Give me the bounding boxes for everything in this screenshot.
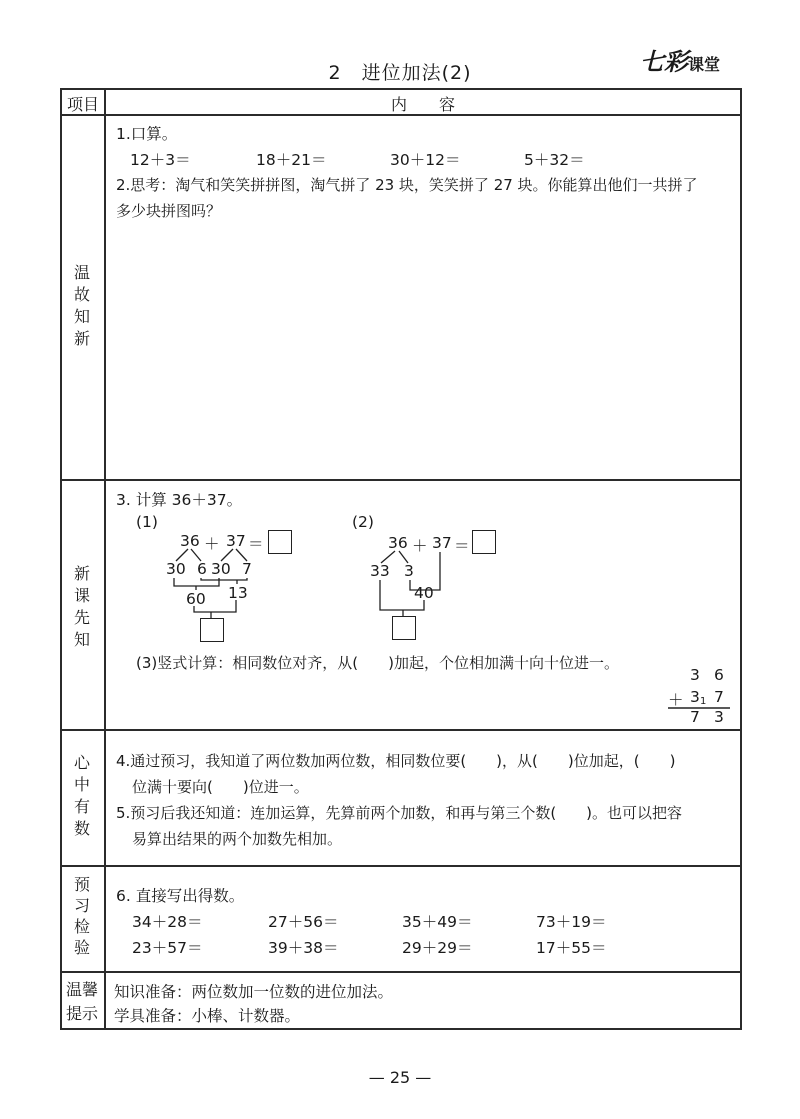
method-2-label: (2) — [352, 513, 374, 531]
section-label-new: 新课先知 — [73, 564, 90, 649]
vertical-result-tens: 7 — [690, 708, 700, 726]
brand-logo-small: 课堂 — [688, 55, 721, 74]
section-label-check: 预习检验 — [73, 875, 90, 957]
vertical-plus: ＋ — [668, 691, 684, 709]
question-6: 6. 直接写出得数。 — [116, 887, 245, 905]
check-r2-c4: 17＋55＝ — [536, 939, 607, 957]
m1-split-6: 6 — [197, 560, 207, 578]
check-r2-c1: 23＋57＝ — [132, 939, 203, 957]
m1-split-30b: 30 — [211, 560, 231, 578]
page-title: 2 进位加法(2) — [328, 62, 472, 84]
question-3-part-3: (3)竖式计算：相同数位对齐，从( )加起，个位相加满十向十位进一。 — [136, 654, 619, 672]
m1-num-a: 36 — [180, 532, 200, 550]
m1-split-7: 7 — [242, 560, 252, 578]
method-1-label: (1) — [136, 513, 158, 531]
section-label-mind: 心中有数 — [73, 753, 90, 838]
m2-num-b: 37 — [432, 534, 452, 552]
m2-num-a: 36 — [388, 534, 408, 552]
brand-logo-big: 七彩 — [640, 47, 688, 76]
m1-op-plus: ＋ — [204, 535, 220, 553]
m2-op-plus: ＋ — [412, 537, 428, 555]
m1-equals: ＝ — [248, 535, 264, 553]
check-r1-c4: 73＋19＝ — [536, 913, 607, 931]
vertical-row1-ones: 6 — [714, 666, 724, 684]
column-header-item: 项目 — [66, 95, 99, 114]
oral-calc-4: 5＋32＝ — [524, 151, 585, 169]
section-label-review: 温故知新 — [73, 263, 90, 348]
vertical-result-ones: 3 — [714, 708, 724, 726]
m1-partial-60: 60 — [186, 590, 206, 608]
question-1: 1.口算。 — [116, 125, 178, 143]
vertical-row2-ones: 7 — [714, 688, 724, 706]
oral-calc-2: 18＋21＝ — [256, 151, 327, 169]
m2-split-3: 3 — [404, 562, 414, 580]
check-r1-c1: 34＋28＝ — [132, 913, 203, 931]
question-5-line-2: 易算出结果的两个加数先相加。 — [132, 830, 343, 848]
tips-line-1: 知识准备：两位数加一位数的进位加法。 — [114, 983, 394, 1001]
m2-partial-40: 40 — [414, 584, 434, 602]
check-r1-c2: 27＋56＝ — [268, 913, 339, 931]
vertical-row1-tens: 3 — [690, 666, 700, 684]
question-2-line-1: 2.思考：淘气和笑笑拼拼图，淘气拼了 23 块，笑笑拼了 27 块。你能算出他们一共拼了 — [116, 176, 698, 194]
column-header-content: 内 容 — [390, 95, 455, 114]
m1-partial-13: 13 — [228, 584, 248, 602]
m2-split-33: 33 — [370, 562, 390, 580]
question-4-line-2: 位满十要向( )位进一。 — [132, 778, 309, 796]
check-r1-c3: 35＋49＝ — [402, 913, 473, 931]
m1-split-30a: 30 — [166, 560, 186, 578]
question-4-line-1: 4.通过预习，我知道了两位数加两位数，相同数位要( )，从( )位加起，( ) — [116, 752, 676, 770]
m2-equals: ＝ — [454, 537, 470, 555]
vertical-carry: 1 — [700, 696, 707, 707]
oral-calc-3: 30＋12＝ — [390, 151, 461, 169]
page-number: — 25 — — [368, 1068, 432, 1087]
check-r2-c2: 39＋38＝ — [268, 939, 339, 957]
check-r2-c3: 29＋29＝ — [402, 939, 473, 957]
question-5-line-1: 5.预习后我还知道：连加运算，先算前两个加数，和再与第三个数( )。也可以把容 — [116, 804, 683, 822]
question-2-line-2: 多少块拼图吗？ — [116, 202, 222, 220]
m1-num-b: 37 — [226, 532, 246, 550]
oral-calc-1: 12＋3＝ — [130, 151, 191, 169]
question-3: 3. 计算 36＋37。 — [116, 491, 243, 509]
tips-line-2: 学具准备：小棒、计数器。 — [114, 1007, 301, 1025]
vertical-row2-tens: 3 — [690, 688, 700, 706]
section-label-tips: 温馨提示 — [65, 980, 98, 1023]
